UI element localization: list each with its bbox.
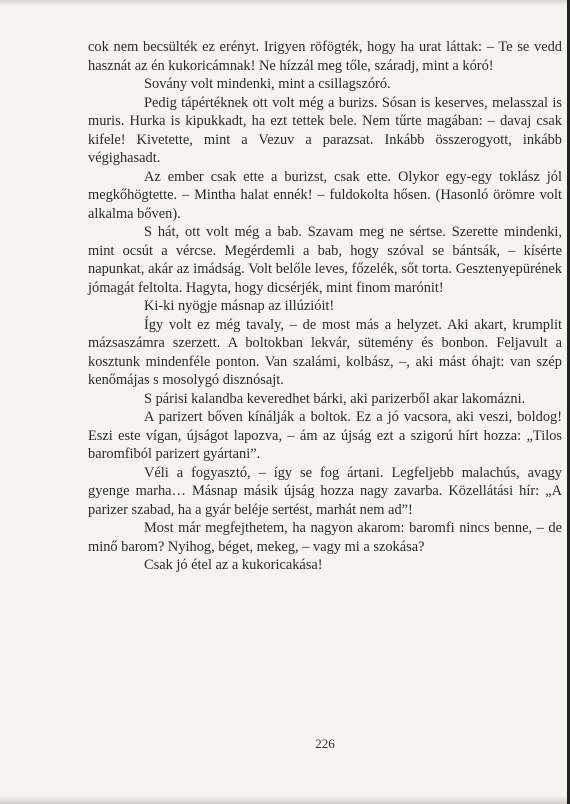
paragraph: Így volt ez még tavaly, – de most más a helyzet. Aki akart, krumplit mázsaszámra szerzett. A boltokban lekvár, sütemény és bonbon. Feljavult a kosztunk mindenféle ponton. Van szalámi, kolbász, –, aki mást óhajt: van szép kenőmájas s mosolygó disznósajt. [88, 316, 562, 388]
page-bottom-edge [0, 796, 570, 804]
paragraph: cok nem becsülték ez erényt. Irigyen röfögték, hogy ha urat láttak: – Te se vedd hasznát az én kukoricámnak! Ne hízzál meg tőle, száradj, mint a kóró! [88, 39, 562, 74]
paragraph: Véli a fogyasztó, – így se fog ártani. Legfeljebb malachús, avagy gyenge marha… Másnap másik újság hozza nagy zavarba. Közellátási hír: „A parizer szabad, ha a gyár beléje sertést, marhát nem ad”! [88, 464, 562, 518]
paragraph: Most már megfejthetem, ha nagyon akarom: baromfi nincs benne, – de minő barom? Nyihog, béget, mekeg, – vagy mi a szokása? [88, 520, 562, 555]
paragraph: Csak jó étel az a kukoricakása! [144, 557, 323, 573]
paragraph: Ki-ki nyögje másnap az illúzióit! [144, 298, 335, 314]
paragraph: S hát, ott volt még a bab. Szavam meg ne sértse. Szerette mindenki, mint ocsút a vércse. Megérdemli a bab, hogy szóval se bántsák, – kísérte napunkat, akár az imádság. Volt belőle leves, főzelék, sőt torta. Gesztenyepürének jómagát feltolta. Hagyta, hogy dicsérjék, mint finom marónit! [88, 224, 562, 296]
paragraph: A parizert bőven kínálják a boltok. Ez a jó vacsora, aki veszi, boldog! Eszi este vígan, újságot lapozva, – ám az újság ezt a szigorú hírt hozza: „Tilos baromfiból parizert gyártani”. [88, 409, 562, 462]
page-top-edge [0, 0, 570, 6]
page-number: 226 [315, 736, 335, 751]
paragraph: Sovány volt mindenki, mint a csillagszóró. [144, 76, 391, 92]
paragraph: Az ember csak ette a burizst, csak ette. Olykor egy-egy toklász jól megkőhögtette. – Mintha halat ennék! – fuldokolta hősen. (Hasonló örömre volt alkalma bőven). [88, 168, 562, 222]
paragraph: S párisi kalandba keveredhet bárki, aki parizerből akar lakomázni. [144, 390, 526, 407]
body-text [88, 38, 562, 575]
paragraph: Pedig tápértéknek ott volt még a burizs. Sósan is keserves, melasszal is muris. Hurka is kipukkadt, ha ezt tettek bele. Nem tűrte magában: – davaj csak kifele! Kivetette, mint a Vezuv a parazsat. Inkább összerogyott, inkább végighasadt. [88, 94, 562, 166]
